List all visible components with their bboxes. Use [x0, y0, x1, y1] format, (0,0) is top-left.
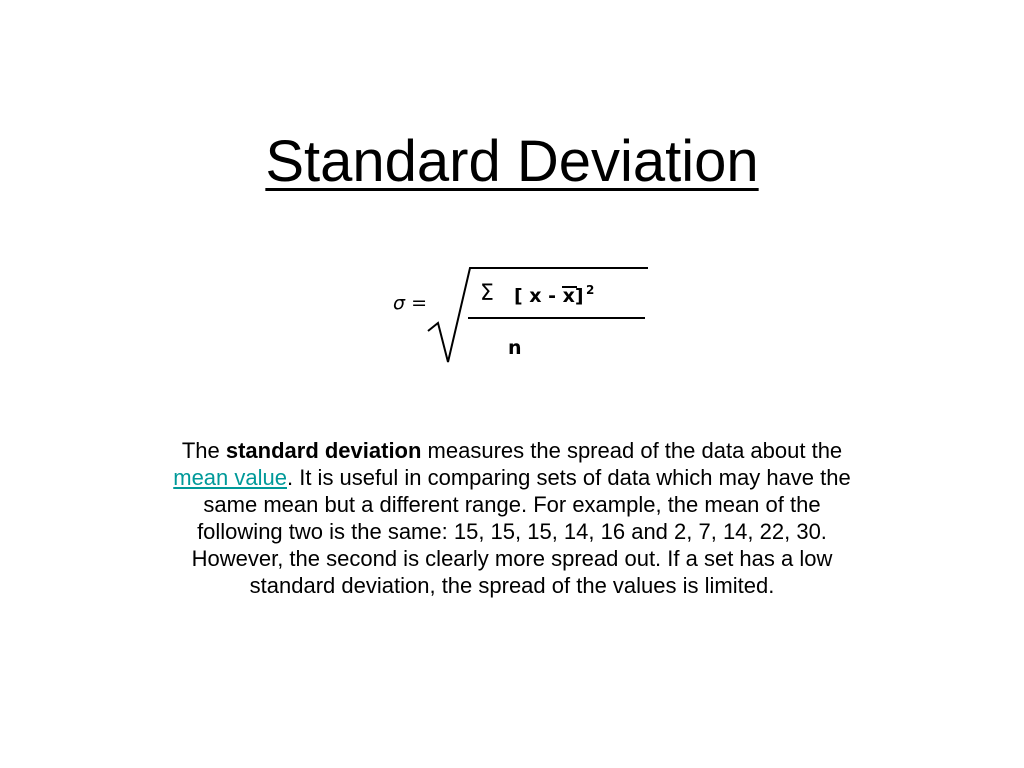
- formula-sigma: σ =: [393, 292, 428, 314]
- mean-value-link[interactable]: mean value: [173, 465, 287, 490]
- formula-denominator: n: [508, 337, 522, 359]
- paragraph-intro: The: [181, 438, 226, 463]
- formula-sum-symbol: Σ: [480, 281, 494, 306]
- slide-title-text: Standard Deviation: [265, 129, 759, 194]
- paragraph-text-2: . It is useful in comparing sets of data which may have the same mean but a different range. For example, the mean of the following two is the same: 15, 15, 15, 14, 16 and 2, 7, 14, 22, 30. However, the second is clearly more spread out. If a set has a low standard deviation, the spread of the values is limited.: [191, 465, 851, 598]
- paragraph-text-1: measures the spread of the data about the: [421, 438, 843, 463]
- paragraph-term: standard deviation: [225, 438, 422, 463]
- standard-deviation-formula: [390, 262, 660, 372]
- formula-numerator: [ x - x]: [514, 285, 584, 307]
- radical-sign: [428, 268, 648, 362]
- slide-title: [0, 122, 1024, 202]
- description-paragraph: [168, 437, 856, 599]
- formula-exponent: 2: [586, 283, 595, 297]
- formula-graphic: [390, 262, 660, 372]
